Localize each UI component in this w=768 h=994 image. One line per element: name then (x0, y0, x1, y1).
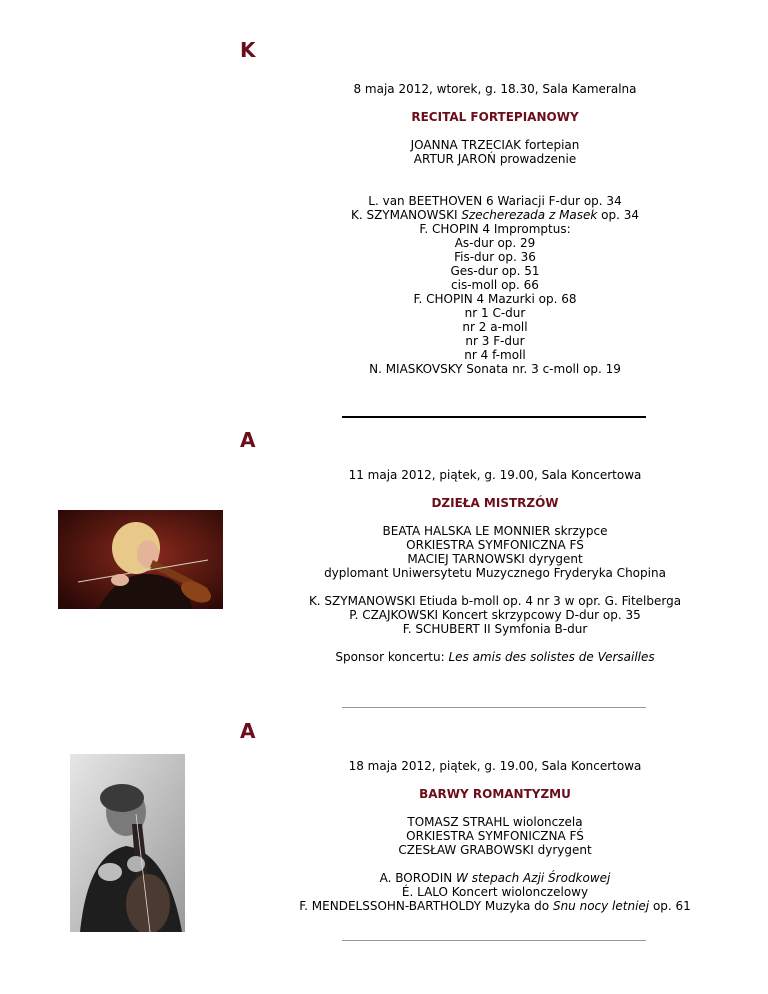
performer: ORKIESTRA SYMFONICZNA FŚ (406, 829, 584, 843)
section-letter-k: K (240, 38, 256, 62)
concert-block-1 (290, 82, 700, 376)
program-item: As-dur op. 29 (454, 236, 536, 250)
concert-title: DZIEŁA MISTRZÓW (431, 496, 559, 510)
performer: TOMASZ STRAHL wiolonczela (407, 815, 583, 829)
performer: MACIEJ TARNOWSKI dyrygent (407, 552, 583, 566)
concert-title: RECITAL FORTEPIANOWY (411, 110, 579, 124)
violinist-photo (58, 510, 223, 609)
program-item: F. MENDELSSOHN-BARTHOLDY Muzyka do Snu nocy letniej op. 61 (299, 899, 691, 913)
date-line: 18 maja 2012, piątek, g. 19.00, Sala Koncertowa (348, 759, 642, 773)
section-divider (342, 416, 646, 418)
performer: JOANNA TRZECIAK fortepian (410, 138, 580, 152)
date-line: 11 maja 2012, piątek, g. 19.00, Sala Koncertowa (348, 468, 642, 482)
program-item: F. SCHUBERT II Symfonia B-dur (402, 622, 588, 636)
concert-block-3 (290, 759, 700, 913)
program-item: nr 4 f-moll (464, 348, 526, 362)
date-line: 8 maja 2012, wtorek, g. 18.30, Sala Kameralna (353, 82, 637, 96)
program-item: Ges-dur op. 51 (450, 264, 540, 278)
performer: CZESŁAW GRABOWSKI dyrygent (398, 843, 592, 857)
program-item: cis-moll op. 66 (451, 278, 539, 292)
section-divider (342, 940, 646, 941)
program-item: Fis-dur op. 36 (454, 250, 536, 264)
sponsor-line: Sponsor koncertu: Les amis des solistes de Versailles (335, 650, 655, 664)
section-letter-a: A (240, 719, 256, 743)
program-item: F. CHOPIN 4 Impromptus: (419, 222, 571, 236)
program-item: nr 1 C-dur (464, 306, 526, 320)
program-item: L. van BEETHOVEN 6 Wariacji F-dur op. 34 (368, 194, 622, 208)
program-item: P. CZAJKOWSKI Koncert skrzypcowy D-dur op. 35 (349, 608, 641, 622)
program-item: nr 2 a-moll (462, 320, 528, 334)
program-item: N. MIASKOVSKY Sonata nr. 3 c-moll op. 19 (369, 362, 621, 376)
program-item: K. SZYMANOWSKI Szecherezada z Masek op. 34 (350, 208, 640, 222)
concert-title: BARWY ROMANTYZMU (419, 787, 571, 801)
program-item: É. LALO Koncert wiolonczelowy (401, 885, 589, 899)
program-item: F. CHOPIN 4 Mazurki op. 68 (413, 292, 577, 306)
performer: ORKIESTRA SYMFONICZNA FŚ (406, 538, 584, 552)
concert-block-2 (290, 468, 700, 664)
program-item: K. SZYMANOWSKI Etiuda b-moll op. 4 nr 3 w opr. G. Fitelberga (308, 594, 682, 608)
program-item: nr 3 F-dur (465, 334, 525, 348)
program-item: A. BORODIN W stepach Azji Środkowej (379, 871, 611, 885)
cellist-photo (70, 754, 185, 932)
performer: dyplomant Uniwersytetu Muzycznego Fryderyka Chopina (324, 566, 666, 580)
violinist-image (58, 510, 223, 609)
performer: BEATA HALSKA LE MONNIER skrzypce (382, 524, 608, 538)
performer: ARTUR JAROŃ prowadzenie (413, 152, 577, 166)
cellist-image (70, 754, 185, 932)
section-divider (342, 707, 646, 708)
section-letter-a: A (240, 428, 256, 452)
